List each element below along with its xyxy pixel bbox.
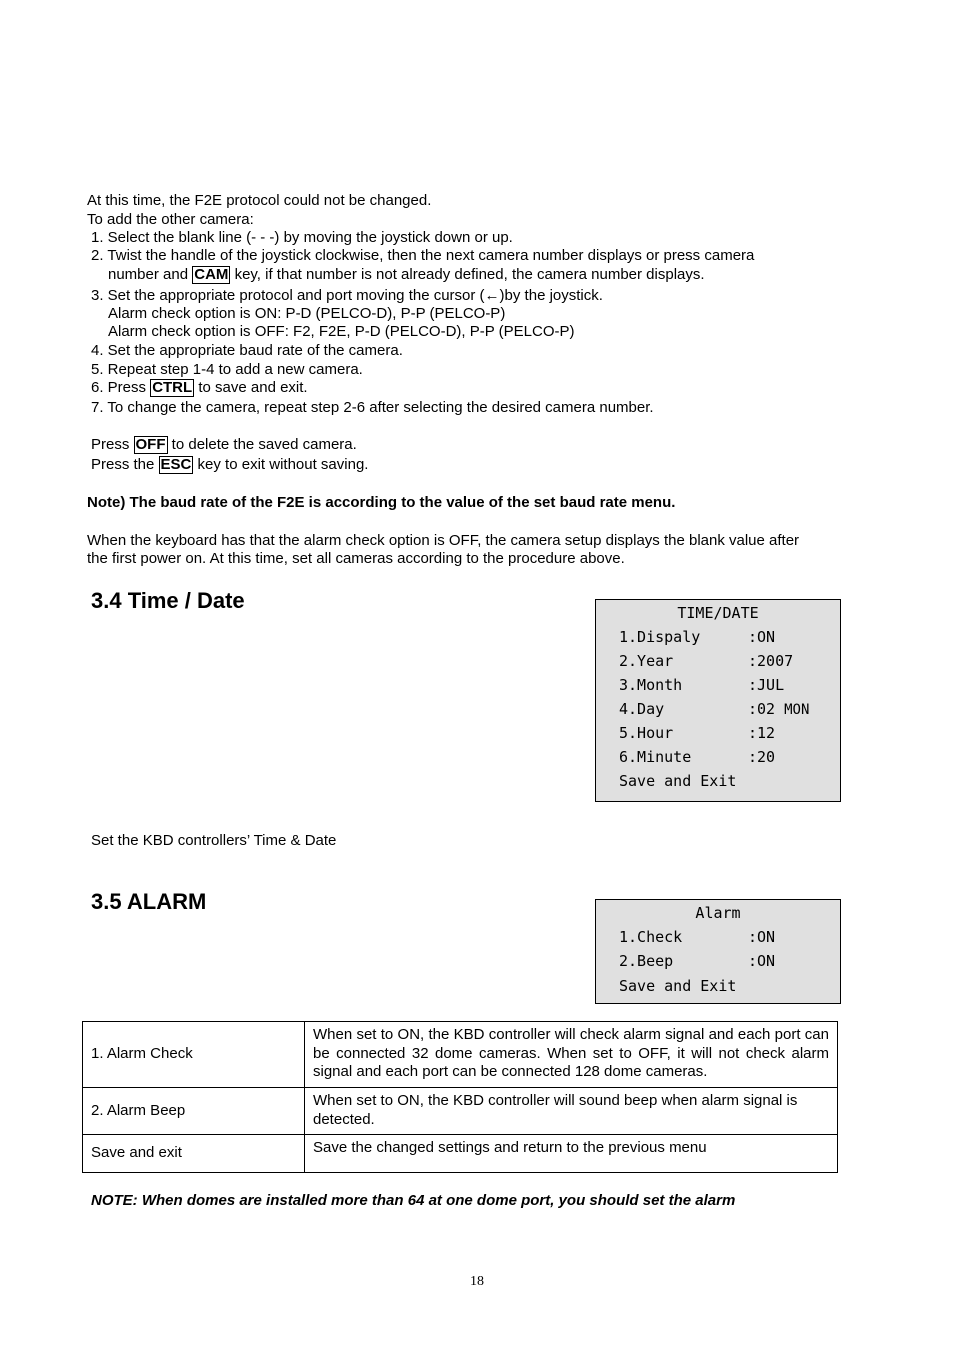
cam-key: CAM (194, 266, 229, 283)
time-date-osd-menu (595, 599, 841, 802)
table-cell-item: Save and exit (83, 1135, 305, 1173)
osd-row-value: :02 (748, 700, 776, 718)
table-row (83, 1088, 838, 1135)
step-1: 1. Select the blank line (- - -) by moving the joystick down or up. (91, 229, 513, 246)
table-cell-description: Save the changed settings and return to the previous menu (305, 1135, 838, 1173)
esc-instruction (91, 456, 368, 474)
off-instruction (91, 436, 357, 454)
osd-row-value: :JUL (748, 676, 785, 694)
osd-row-value: :ON (748, 928, 776, 946)
osd-row-hour (619, 724, 775, 742)
step-2-text-post: key, if that number is not already defined, the camera number displays. (230, 266, 705, 283)
osd-row-label: 1.Dispaly (619, 628, 701, 646)
step-6-text-post: to save and exit. (194, 379, 308, 396)
off-text-pre: Press (91, 436, 134, 453)
baud-rate-note: Note) The baud rate of the F2E is according to the value of the set baud rate menu. (87, 494, 676, 511)
osd-title: TIME/DATE (677, 604, 759, 622)
osd-row-value: :ON (748, 628, 776, 646)
page-number: 18 (470, 1274, 484, 1289)
table-cell-item: 1. Alarm Check (83, 1022, 305, 1088)
osd-row-value: :20 (748, 748, 776, 766)
table-row (83, 1135, 838, 1173)
intro-line-add-camera: To add the other camera: (87, 211, 254, 228)
step-4: 4. Set the appropriate baud rate of the camera. (91, 342, 403, 359)
table-cell-description: When set to ON, the KBD controller will check alarm signal and each port can be connected 32 dome cameras. When set to OFF, it will not check alarm signal and each port can be connected 128 dome cameras. (305, 1022, 838, 1088)
osd-title: Alarm (695, 904, 741, 922)
table-cell-item: 2. Alarm Beep (83, 1088, 305, 1135)
alarm-off-paragraph-line-1: When the keyboard has that the alarm check option is OFF, the camera setup displays the blank value after (87, 532, 800, 549)
osd-row-label: 2.Year (619, 652, 674, 670)
section-heading-time-date: 3.4 Time / Date (91, 588, 245, 613)
osd-row-weekday: MON (784, 702, 810, 718)
osd-row-month (619, 676, 784, 694)
alarm-note: NOTE: When domes are installed more than 64 at one dome port, you should set the alarm (91, 1192, 736, 1209)
off-text-post: to delete the saved camera. (167, 436, 357, 453)
ctrl-key: CTRL (152, 379, 193, 396)
step-6-text-pre: 6. Press (91, 379, 151, 396)
esc-text-post: key to exit without saving. (193, 456, 369, 473)
step-7: 7. To change the camera, repeat step 2-6 after selecting the desired camera number. (91, 399, 654, 416)
osd-save-and-exit: Save and Exit (619, 772, 737, 790)
osd-row-day (619, 700, 809, 718)
off-key: OFF (135, 436, 166, 453)
osd-row-minute (619, 748, 775, 766)
osd-row-label: 6.Minute (619, 748, 692, 766)
step-3-alarm-off: Alarm check option is OFF: F2, F2E, P-D (PELCO-D), P-P (PELCO-P) (108, 323, 575, 340)
osd-row-label: 5.Hour (619, 724, 674, 742)
osd-row-label: 4.Day (619, 700, 665, 718)
table-cell-description: When set to ON, the KBD controller will sound beep when alarm signal is detected. (305, 1088, 838, 1135)
alarm-off-paragraph-line-2: the first power on. At this time, set all cameras according to the procedure above. (87, 550, 625, 567)
step-2-continued (108, 266, 705, 284)
osd-row-value: :ON (748, 952, 776, 970)
alarm-settings-table (82, 1021, 838, 1173)
osd-row-label: 2.Beep (619, 952, 674, 970)
osd-row-year (619, 652, 793, 670)
intro-line-protocol: At this time, the F2E protocol could not be changed. (87, 192, 432, 209)
step-2-text-pre: number and (108, 266, 193, 283)
osd-row-value: :2007 (748, 652, 794, 670)
osd-row-value: :12 (748, 724, 776, 742)
table-row (83, 1022, 838, 1088)
osd-save-and-exit: Save and Exit (619, 977, 737, 995)
step-6 (91, 379, 308, 397)
step-2: 2. Twist the handle of the joystick clockwise, then the next camera number displays or press camera (91, 247, 755, 264)
alarm-osd-menu (595, 899, 841, 1004)
step-3: 3. Set the appropriate protocol and port moving the cursor (←)by the joystick. (91, 287, 603, 304)
time-date-caption: Set the KBD controllers’ Time & Date (91, 832, 337, 849)
esc-text-pre: Press the (91, 456, 159, 473)
esc-key: ESC (160, 456, 192, 473)
section-heading-alarm: 3.5 ALARM (91, 889, 207, 914)
osd-row-display (619, 628, 775, 646)
osd-row-label: 3.Month (619, 676, 683, 694)
osd-row-beep (619, 952, 775, 970)
osd-row-label: 1.Check (619, 928, 683, 946)
step-3-alarm-on: Alarm check option is ON: P-D (PELCO-D), P-P (PELCO-P) (108, 305, 506, 322)
osd-row-check (619, 928, 775, 946)
step-5: 5. Repeat step 1-4 to add a new camera. (91, 361, 363, 378)
